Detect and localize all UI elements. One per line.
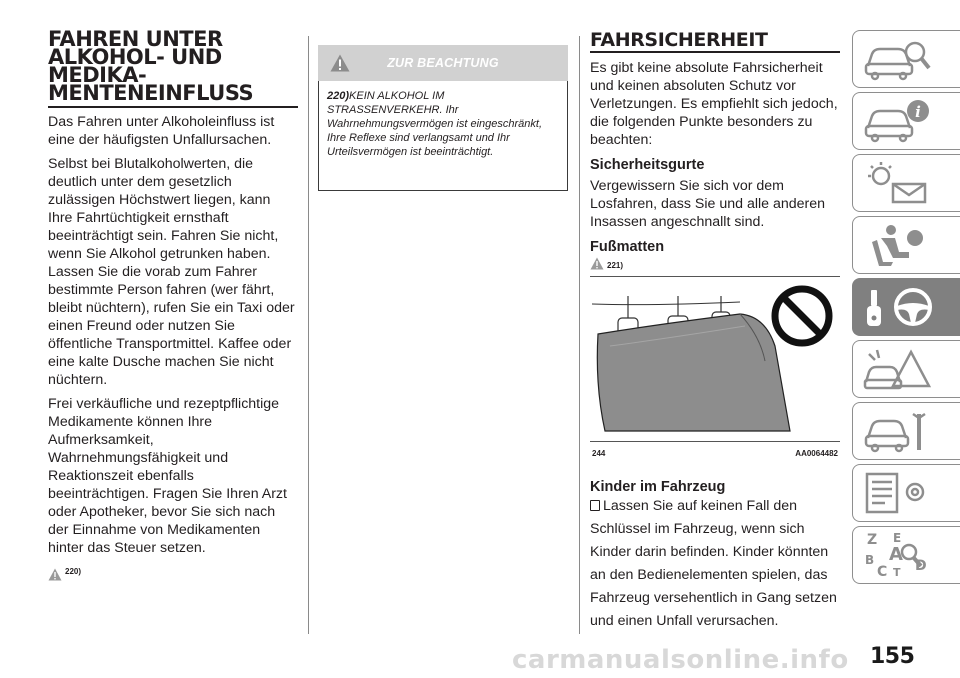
column-left	[48, 27, 298, 581]
note-number: 220)	[327, 90, 350, 102]
warning-ref-number: 221)	[607, 261, 624, 270]
note-text: KEIN ALKOHOL IM STRASSENVERKEHR. Ihr Wahrnehmungsvermögen ist eingeschränkt, Ihre Reflexe sind verlangsamt und Ihr Urteilsvermögen ist beeinträchtigt.	[327, 90, 543, 158]
warning-ref-number: 220)	[65, 567, 82, 576]
chapter-tab-active[interactable]	[852, 278, 960, 336]
column-middle	[318, 45, 568, 191]
car-info-icon	[863, 98, 933, 144]
note-body	[318, 81, 568, 191]
paragraph: Das Fahren unter Alkoholeinfluss ist eine der häufigsten Unfallursachen.	[48, 114, 275, 148]
index-letter: E	[893, 531, 902, 545]
technical-data-icon	[863, 470, 933, 516]
column-divider	[579, 36, 580, 634]
paragraph: Selbst bei Blutalkoholwerten, die deutlich unter dem gesetzlich zulässigen Höchstwert liegen, kann Ihre Fahrtüchtigkeit ernsthaft beeinträchtigt sein. Fahren Sie nicht, wenn Sie Alkohol getrunken haben. Lassen Sie die vorab zum Fahrer bestimmte Person fahren (wer fährt, bleibt nüchtern), rufen Sie ein Taxi oder einen Freund oder nutzen Sie öffentliche Transportmittel. Kaffee oder eine kalte Dusche machen Sie nicht nüchtern.	[48, 156, 295, 388]
index-letter: Z	[867, 532, 878, 548]
checkbox-bullet-icon	[590, 500, 600, 511]
warning-triangle-icon	[590, 257, 604, 270]
seatbelts-title: Sicherheitsgurte	[590, 157, 705, 173]
figure-code: AA0064482	[795, 449, 838, 458]
chapter-tab[interactable]	[852, 340, 960, 398]
index-letter: T	[893, 566, 901, 579]
children-text-content: Lassen Sie auf keinen Fall den Schlüssel im Fahrzeug, wenn sich Kinder darin befinden. Kinder könnten an den Bedienelementen spielen, das Fahrzeug versehentlich in Gang setzen und einen Unfall verursachen.	[590, 498, 837, 629]
car-search-icon	[863, 36, 933, 82]
section-heading-safety: FAHRSICHERHEIT	[590, 30, 840, 53]
watermark: carmanualsonline.info	[512, 645, 849, 675]
car-emergency-icon	[863, 346, 933, 392]
chapter-tab[interactable]	[852, 216, 960, 274]
figure-caption	[590, 449, 840, 458]
children-text	[590, 495, 840, 633]
page-number: 155	[870, 644, 915, 669]
index-letter: B	[865, 553, 875, 567]
chapter-tab[interactable]	[852, 526, 960, 584]
seatbelts-text: Vergewissern Sie sich vor dem Losfahren, dass Sie und alle anderen Insassen angeschnallt sind.	[590, 178, 826, 230]
prohibition-sign-icon	[775, 289, 829, 343]
alcohol-body	[48, 113, 298, 581]
index-letter: D	[915, 558, 927, 574]
car-maintenance-icon	[863, 408, 933, 454]
floormat-illustration	[590, 276, 840, 442]
floormats-title: Fußmatten	[590, 239, 665, 255]
alphabetical-index-icon	[863, 530, 943, 580]
paragraph: Frei verkäufliche und rezeptpflichtige Medikamente können Ihre Aufmerksamkeit, Wahrnehmungsfähigkeit und Reaktionszeit ebenfalls beeinträchtigen. Fragen Sie Ihren Arzt oder Apotheker, bevor Sie sich nach der Einnahme von Medikamenten hinter das Steuer setzen.	[48, 396, 287, 556]
chapter-sidebar	[852, 30, 960, 588]
svg-text:i: i	[915, 103, 921, 121]
safety-intro: Es gibt keine absolute Fahrsicherheit und keinen absoluten Schutz vor Verletzungen. Es empfiehlt sich jedoch, die folgenden Punkte besonders zu beachten:	[590, 60, 838, 148]
children-title: Kinder im Fahrzeug	[590, 479, 726, 495]
warning-reference[interactable]	[590, 257, 840, 270]
figure-number: 244	[592, 449, 606, 458]
warning-triangle-icon	[48, 568, 62, 581]
floormat-figure	[590, 276, 840, 458]
warning-lights-message-icon	[863, 160, 933, 206]
warning-reference[interactable]	[48, 563, 298, 581]
index-letter: A	[889, 544, 903, 565]
heading-text: FAHREN UNTER ALKOHOL- UND MEDIKA- MENTENEINFLUSS	[48, 27, 254, 105]
index-letter: C	[877, 564, 888, 580]
chapter-tab[interactable]	[852, 92, 960, 150]
chapter-tab[interactable]	[852, 30, 960, 88]
chapter-tab[interactable]	[852, 154, 960, 212]
section-heading-alcohol	[48, 27, 298, 108]
warning-triangle-icon	[330, 54, 350, 72]
note-title: ZUR BEACHTUNG	[387, 56, 499, 70]
chapter-tab[interactable]	[852, 464, 960, 522]
airbag-seat-icon	[863, 222, 933, 268]
column-right	[590, 30, 840, 633]
note-header	[318, 45, 568, 81]
column-divider	[308, 36, 309, 634]
chapter-tab[interactable]	[852, 402, 960, 460]
key-steering-wheel-icon	[863, 284, 943, 330]
